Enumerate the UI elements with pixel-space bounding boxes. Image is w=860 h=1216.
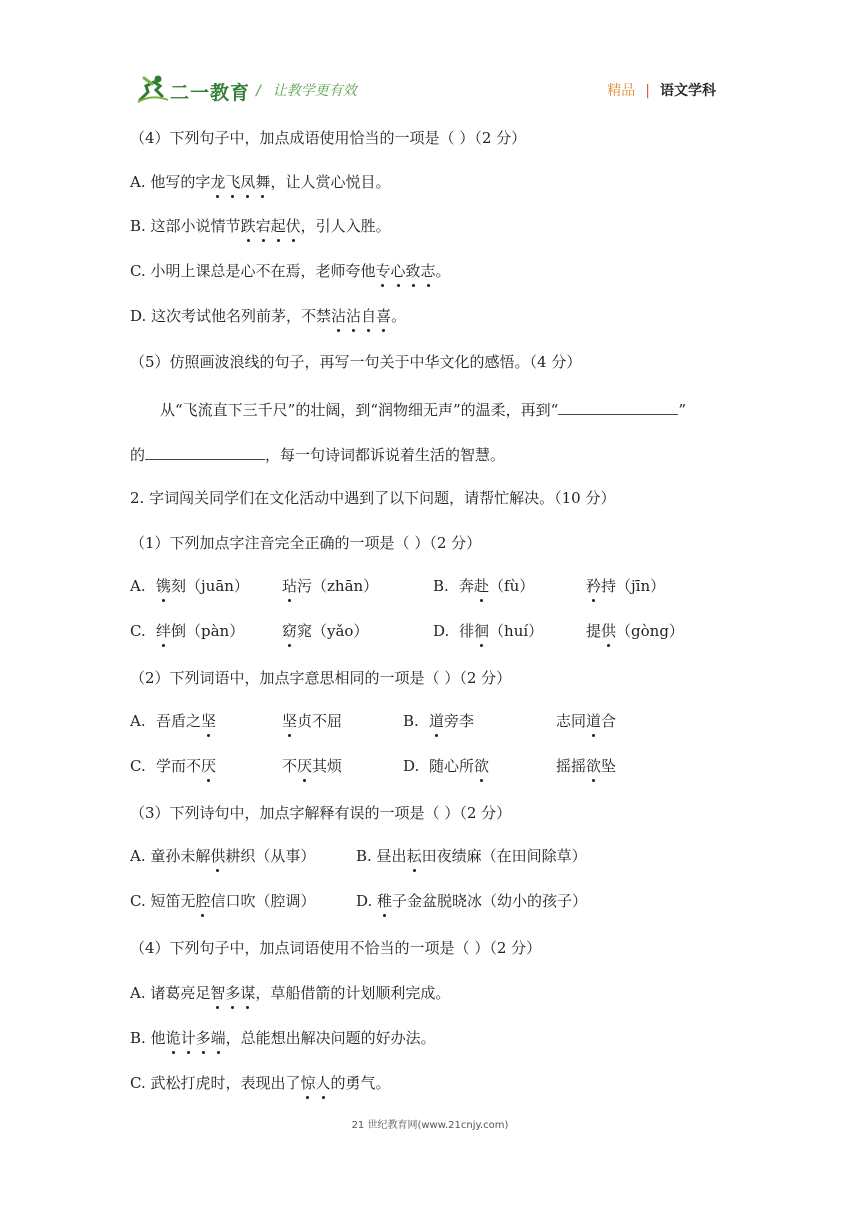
dotted-char: 惊 <box>300 1074 316 1092</box>
dotted-char: 志 <box>420 262 436 280</box>
dotted-char: 谋 <box>240 984 256 1002</box>
word-part: 旁李 <box>444 712 475 730</box>
word-part: 其烦 <box>312 757 343 775</box>
option-text: 。 <box>391 307 407 325</box>
dotted-char: 自 <box>361 307 377 325</box>
option-c <box>130 1073 391 1093</box>
answer-blank-1[interactable] <box>558 398 678 415</box>
dotted-char: 专 <box>375 262 391 280</box>
question-2-1-title: （1）下列加点字注音完全正确的一项是（ ）（2 分） <box>130 534 482 552</box>
dotted-char: 心 <box>390 262 406 280</box>
word-part: 合 <box>601 712 617 730</box>
answer-blank-2[interactable] <box>145 443 265 460</box>
premium-tag: 精品 <box>607 83 636 99</box>
option-text: C. 短笛无 <box>130 892 196 910</box>
option-b <box>130 216 391 236</box>
dotted-char: 凤 <box>240 173 256 191</box>
option-text: 的勇气。 <box>330 1074 391 1092</box>
option-label: B. <box>433 577 449 595</box>
dotted-char: 矜 <box>586 577 602 595</box>
dotted-char: 赴 <box>474 577 490 595</box>
word-part: 不 <box>282 757 298 775</box>
option-text: ，草船借箭的计划顺利完成。 <box>255 984 451 1002</box>
word-part: 污（zhān） <box>297 577 379 595</box>
option-label: C. <box>130 622 146 640</box>
dotted-char: 厌 <box>297 757 313 775</box>
dotted-char: 坚 <box>282 712 298 730</box>
option-b <box>130 1028 436 1048</box>
option-text: B. 这部小说情节 <box>130 217 241 235</box>
question-2-2-title: （2）下列词语中，加点字意思相同的一项是（ ）（2 分） <box>130 669 512 687</box>
page-footer: 21 世纪教育网(www.21cnjy.com) <box>351 1120 509 1131</box>
option-text: B. 他 <box>130 1029 166 1047</box>
prompt-text: 从“飞流直下三千尺”的壮阔，到“润物细无声”的温柔，再到“ <box>160 401 559 419</box>
dotted-char: 致 <box>405 262 421 280</box>
slogan-text: 让教学更有效 <box>272 83 357 99</box>
word-part: 奔 <box>459 577 475 595</box>
option-d <box>356 891 587 911</box>
subject-label <box>607 80 716 100</box>
word-part: 持（jīn） <box>601 577 666 595</box>
word-part: 志同 <box>556 712 587 730</box>
option-row-ab <box>130 711 730 731</box>
question-2-4-title: （4）下列句子中，加点词语使用不恰当的一项是（ ）（2 分） <box>130 939 542 957</box>
option-d <box>130 306 406 326</box>
option-text: A. 他写的字 <box>130 173 211 191</box>
option-b <box>356 846 587 866</box>
option-text: B. 昼出 <box>356 847 407 865</box>
option-text: C. 武松打虎时，表现出了 <box>130 1074 301 1092</box>
option-row-ab <box>130 576 730 596</box>
option-row-cd <box>130 756 730 776</box>
dotted-char: 道 <box>586 712 602 730</box>
option-text: D. <box>356 892 378 910</box>
dotted-char: 稚 <box>377 892 393 910</box>
option-a-word-1 <box>156 711 216 731</box>
option-label: C. <box>130 757 146 775</box>
option-row-ab <box>130 846 730 866</box>
option-a <box>130 846 315 866</box>
option-row-cd <box>130 891 730 911</box>
word-part: 提 <box>586 622 602 640</box>
question-5-line-1 <box>160 398 686 420</box>
question-2-title: 2. 字词闯关同学们在文化活动中遇到了以下问题，请帮忙解决。（10 分） <box>130 489 616 507</box>
dotted-char: 道 <box>429 712 445 730</box>
option-text: C. 小明上课总是心不在焉，老师夸他 <box>130 262 376 280</box>
dotted-char: 供 <box>601 622 617 640</box>
option-text: ，引人入胜。 <box>300 217 391 235</box>
dotted-char: 计 <box>180 1029 196 1047</box>
word-part: 吾盾之 <box>156 712 202 730</box>
option-label: D. <box>433 622 450 640</box>
dotted-char: 飞 <box>225 173 241 191</box>
dotted-char: 窈 <box>282 622 298 640</box>
word-part: 随心所 <box>429 757 475 775</box>
option-c-word-1 <box>156 621 244 641</box>
dotted-char: 供 <box>210 847 226 865</box>
dotted-char: 欲 <box>586 757 602 775</box>
dotted-char: 镌 <box>156 577 172 595</box>
option-text: 耕织（从事） <box>225 847 316 865</box>
option-text: D. 这次考试他名列前茅，不禁 <box>130 307 332 325</box>
dotted-char: 伏 <box>285 217 301 235</box>
question-4-title: （4）下列句子中，加点成语使用恰当的一项是（ ）（2 分） <box>130 129 527 147</box>
option-text: 。 <box>435 262 451 280</box>
dotted-char: 起 <box>270 217 286 235</box>
dotted-char: 坚 <box>201 712 217 730</box>
option-row-cd <box>130 621 730 641</box>
option-text: ，让人赏心悦目。 <box>270 173 391 191</box>
option-c-word-2 <box>282 621 368 641</box>
slogan-separator: / <box>256 83 261 99</box>
prompt-text: ，每一句诗词都诉说着生活的智慧。 <box>265 446 506 464</box>
dotted-char: 欲 <box>474 757 490 775</box>
word-part: 贞不屈 <box>297 712 343 730</box>
option-d-word-2 <box>556 756 616 776</box>
dotted-char: 绊 <box>156 622 172 640</box>
word-part: 刻（juān） <box>171 577 249 595</box>
option-label: A. <box>130 577 146 595</box>
dotted-char: 腔 <box>195 892 211 910</box>
option-d-word-2 <box>586 621 684 641</box>
prompt-text: ” <box>678 401 687 419</box>
word-part: （gòng） <box>616 622 684 640</box>
option-a-word-2 <box>282 576 378 596</box>
question-2-3-title: （3）下列诗句中，加点字解释有误的一项是（ ）（2 分） <box>130 804 512 822</box>
option-a-word-2 <box>282 711 342 731</box>
option-label: B. <box>403 712 419 730</box>
option-label: A. <box>130 712 146 730</box>
word-part: 坠 <box>601 757 617 775</box>
option-c <box>130 891 316 911</box>
dotted-char: 沾 <box>331 307 347 325</box>
option-d-word-1 <box>459 621 543 641</box>
option-a <box>130 983 450 1003</box>
option-d-word-1 <box>429 756 489 776</box>
question-5-title: （5）仿照画波浪线的句子，再写一句关于中华文化的感悟。（4 分） <box>130 353 582 371</box>
dotted-char: 智 <box>210 984 226 1002</box>
word-part: （huí） <box>489 622 544 640</box>
option-b-word-2 <box>556 711 616 731</box>
dotted-char: 玷 <box>282 577 298 595</box>
slogan <box>256 80 357 100</box>
option-b-word-2 <box>586 576 665 596</box>
question-5-line-2 <box>130 443 505 465</box>
word-part: 摇摇 <box>556 757 587 775</box>
option-c <box>130 261 451 281</box>
subject-name: 语文学科 <box>660 83 716 99</box>
dotted-char: 舞 <box>255 173 271 191</box>
prompt-text: 的 <box>130 446 146 464</box>
option-label: D. <box>403 757 420 775</box>
dotted-char: 喜 <box>376 307 392 325</box>
dotted-char: 多 <box>195 1029 211 1047</box>
option-text: 信口吹（腔调） <box>210 892 316 910</box>
option-c-word-1 <box>156 756 216 776</box>
dotted-char: 诡 <box>165 1029 181 1047</box>
runner-logo-icon <box>136 74 170 104</box>
word-part: （fù） <box>489 577 535 595</box>
logo-text: 二一教育 <box>170 82 251 104</box>
option-c-word-2 <box>282 756 342 776</box>
word-part: 徘 <box>459 622 475 640</box>
dotted-char: 沾 <box>346 307 362 325</box>
option-a <box>130 172 390 192</box>
dotted-char: 端 <box>210 1029 226 1047</box>
word-part: 倒（pàn） <box>171 622 245 640</box>
word-part: 窕（yǎo） <box>297 622 369 640</box>
option-text: ，总能想出解决问题的好办法。 <box>225 1029 436 1047</box>
option-b-word-1 <box>459 576 534 596</box>
header-divider: | <box>645 83 650 99</box>
dotted-char: 厌 <box>201 757 217 775</box>
dotted-char: 人 <box>315 1074 331 1092</box>
page-header <box>136 72 716 106</box>
dotted-char: 跌 <box>240 217 256 235</box>
dotted-char: 多 <box>225 984 241 1002</box>
word-part: 学而不 <box>156 757 202 775</box>
option-text: A. 童孙未解 <box>130 847 211 865</box>
option-a-word-1 <box>156 576 249 596</box>
option-b-word-1 <box>429 711 474 731</box>
option-text: 子金盆脱晓冰（幼小的孩子） <box>392 892 588 910</box>
dotted-char: 宕 <box>255 217 271 235</box>
option-text: 田夜绩麻（在田间除草） <box>421 847 587 865</box>
dotted-char: 徊 <box>474 622 490 640</box>
dotted-char: 龙 <box>210 173 226 191</box>
option-text: A. 诸葛亮足 <box>130 984 211 1002</box>
dotted-char: 耘 <box>406 847 422 865</box>
